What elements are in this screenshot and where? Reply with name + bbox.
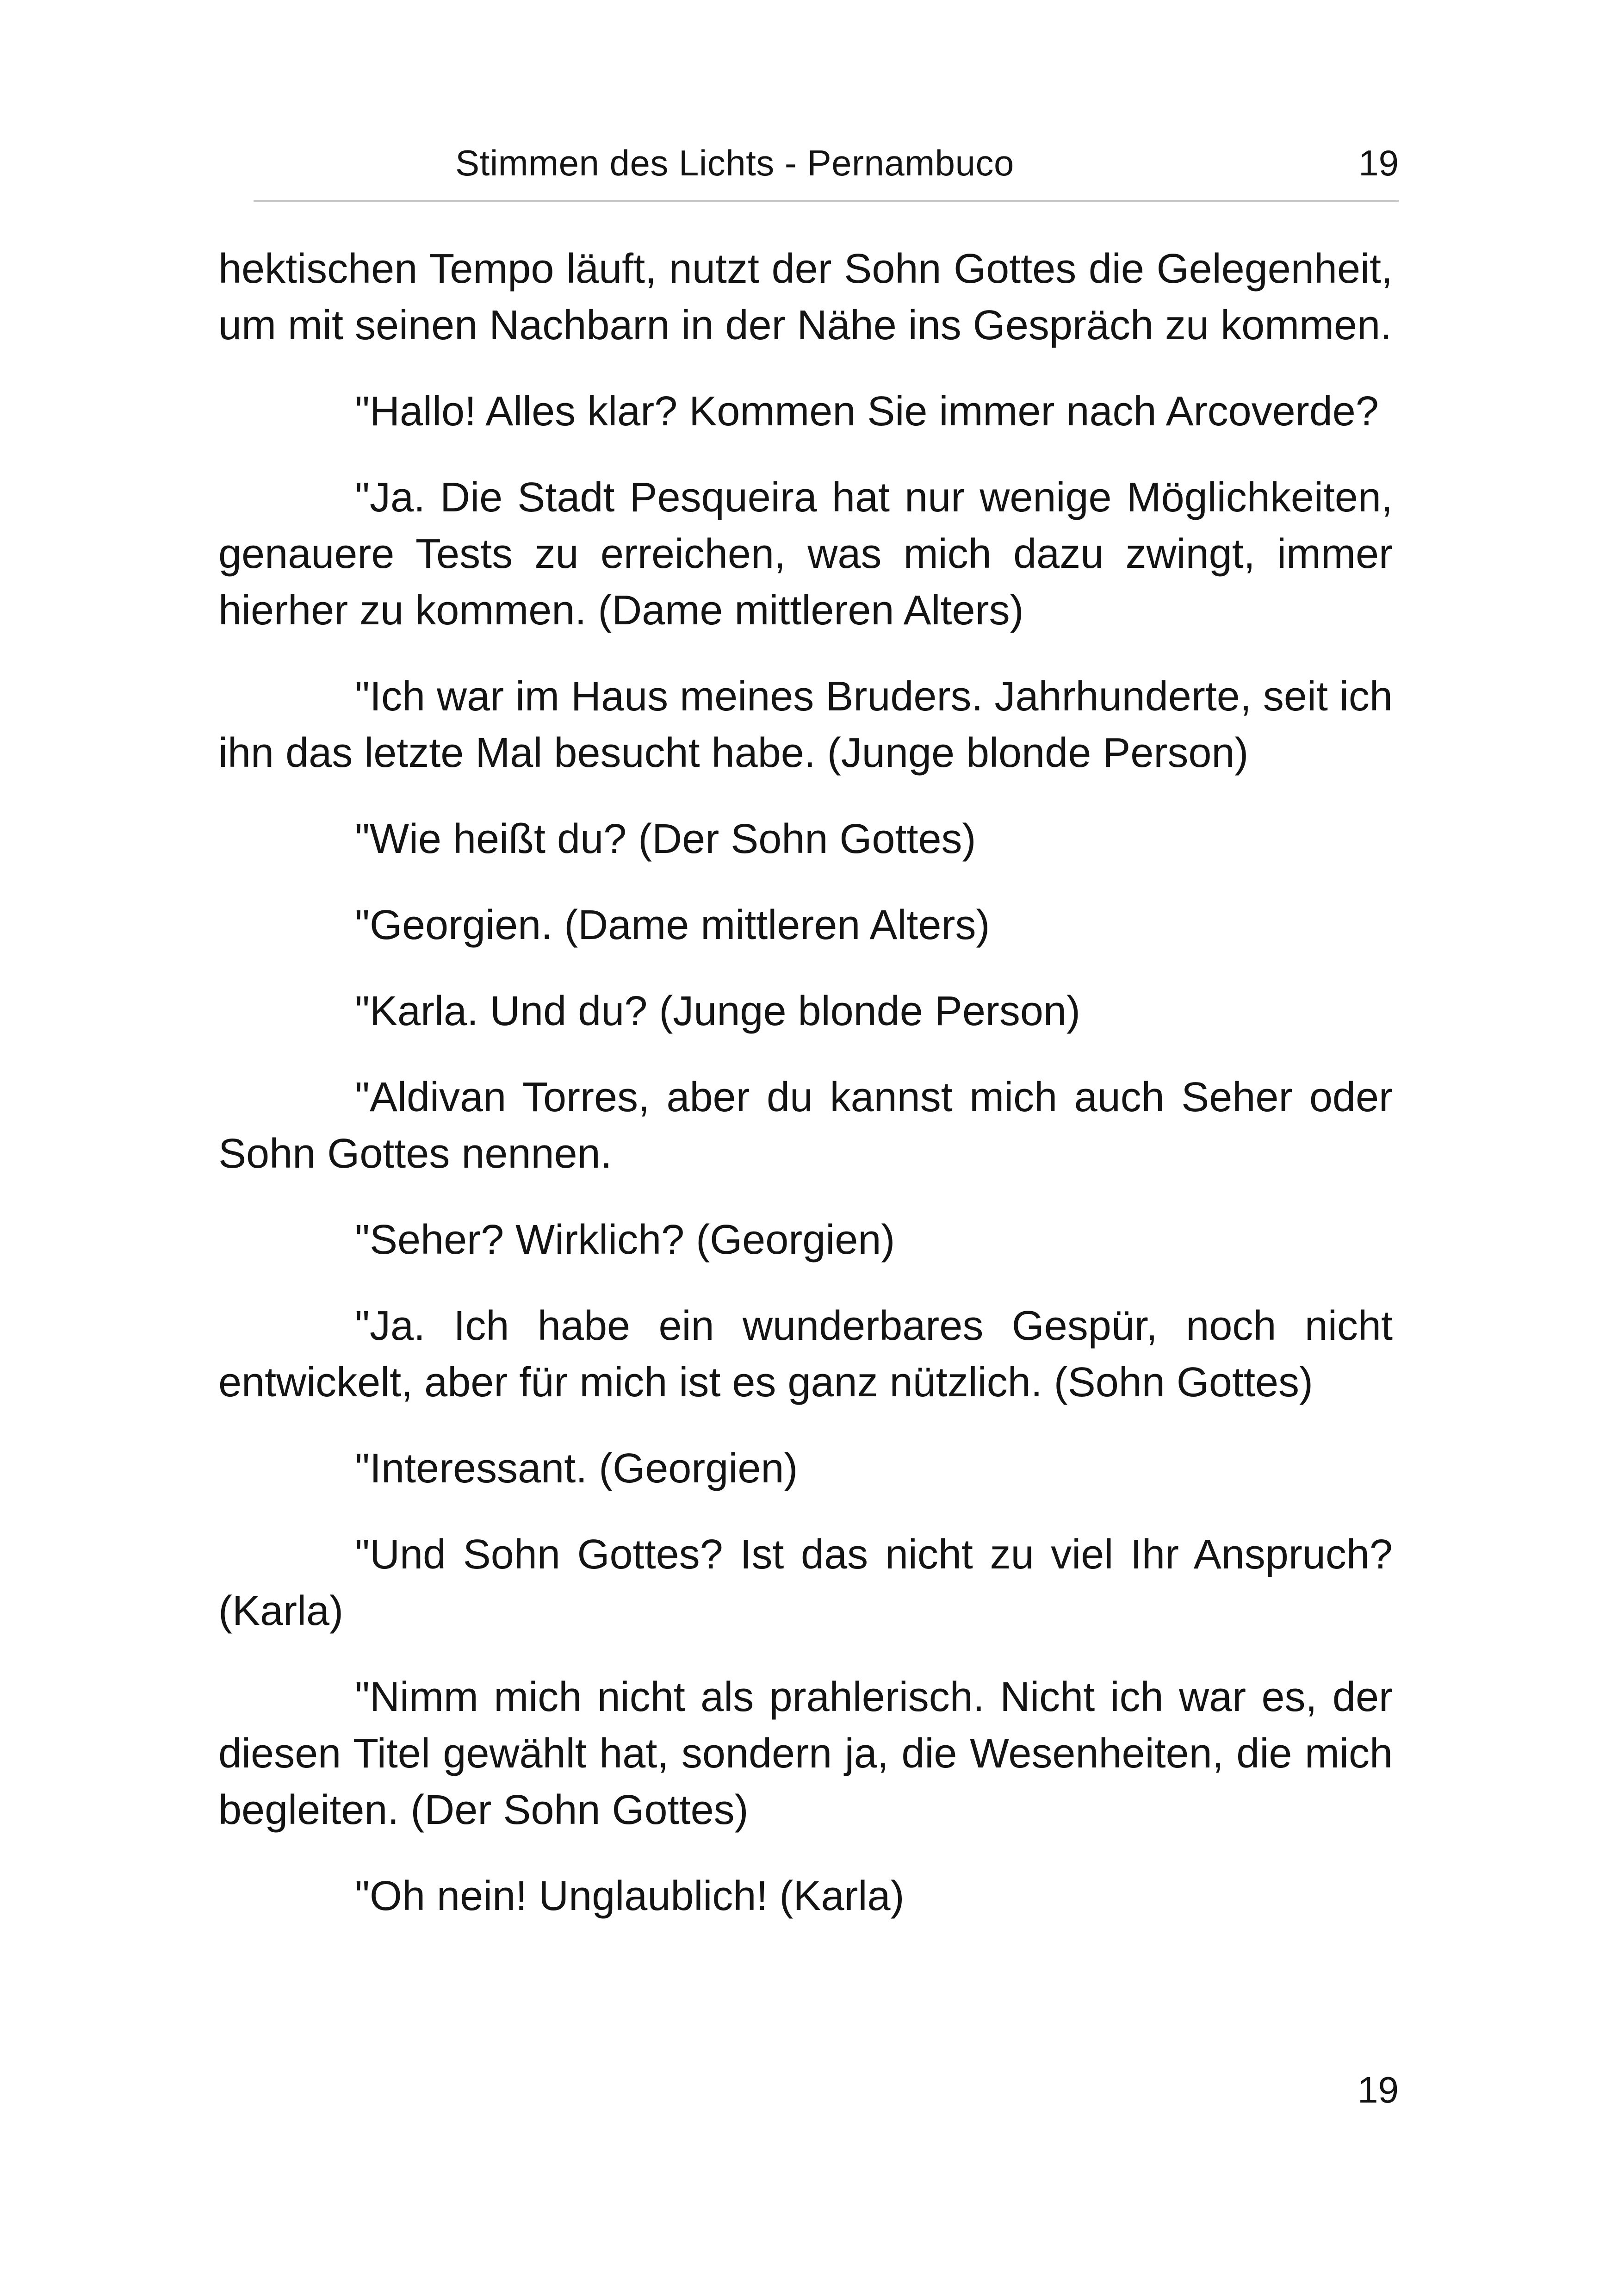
running-header-page-number: 19: [1358, 143, 1399, 183]
running-header-title: Stimmen des Lichts - Pernambuco: [455, 143, 1014, 183]
paragraph: "Wie heißt du? (Der Sohn Gottes): [355, 816, 976, 862]
paragraph: "Georgien. (Dame mittleren Alters): [355, 902, 990, 948]
paragraph: "Karla. Und du? (Junge blonde Person): [355, 988, 1080, 1034]
running-header: [254, 134, 1399, 194]
paragraph: "Ich war im Haus meines Bruders. Jahrhunderte, seit ich ihn das letzte Mal besucht habe. (Junge blonde Person): [218, 673, 1393, 776]
paragraph: "Interessant. (Georgien): [355, 1445, 798, 1492]
paragraph: hektischen Tempo läuft, nutzt der Sohn Gottes die Gelegenheit, um mit seinen Nachbarn in der Nähe ins Gespräch zu kommen.: [218, 246, 1393, 348]
paragraph: "Ja. Ich habe ein wunderbares Gespür, noch nicht entwickelt, aber für mich ist es ganz nützlich. (Sohn Gottes): [218, 1303, 1393, 1406]
paragraph: "Oh nein! Unglaublich! (Karla): [355, 1873, 905, 1919]
body-text: [218, 241, 1393, 1954]
paragraph: "Hallo! Alles klar? Kommen Sie immer nach Arcoverde?: [355, 388, 1379, 435]
paragraph: "Seher? Wirklich? (Georgien): [355, 1217, 895, 1263]
paragraph: "Nimm mich nicht als prahlerisch. Nicht ich war es, der diesen Titel gewählt hat, sondern ja, die Wesenheiten, die mich begleiten. (Der Sohn Gottes): [218, 1674, 1393, 1833]
paragraph: "Ja. Die Stadt Pesqueira hat nur wenige Möglichkeiten, genauere Tests zu erreichen, was mich dazu zwingt, immer hierher zu kommen. (Dame mittleren Alters): [218, 474, 1393, 634]
paragraph: "Und Sohn Gottes? Ist das nicht zu viel Ihr Anspruch? (Karla): [218, 1531, 1393, 1634]
paragraph: "Aldivan Torres, aber du kannst mich auch Seher oder Sohn Gottes nennen.: [218, 1074, 1393, 1177]
header-divider: [254, 200, 1399, 202]
footer-page-number: 19: [1358, 2069, 1399, 2110]
